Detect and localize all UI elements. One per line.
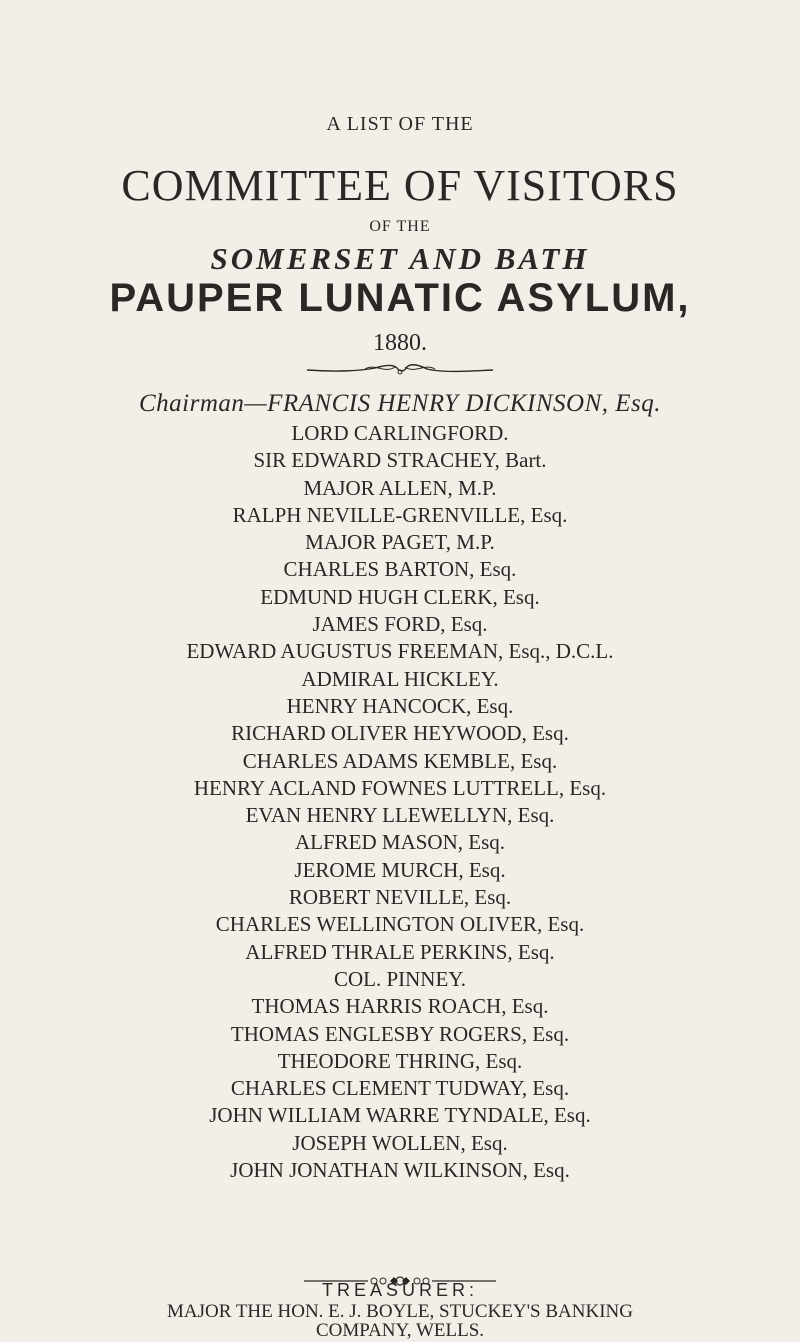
committee-member-list: [0, 420, 800, 1184]
list-item: EDMUND HUGH CLERK, Esq.: [260, 584, 540, 609]
list-item: RALPH NEVILLE-GRENVILLE, Esq.: [232, 502, 568, 527]
treasurer-line2: COMPANY, WELLS.: [315, 1320, 485, 1341]
institution-name-line1: SOMERSET AND BATH: [210, 241, 590, 276]
list-item: COL. PINNEY.: [333, 966, 467, 991]
list-item: ROBERT NEVILLE, Esq.: [288, 885, 512, 910]
ornamental-divider-top: [305, 361, 495, 377]
list-item: MAJOR ALLEN, M.P.: [303, 475, 497, 500]
list-item: HENRY ACLAND FOWNES LUTTRELL, Esq.: [193, 775, 607, 800]
list-item: CHARLES WELLINGTON OLIVER, Esq.: [215, 912, 585, 937]
list-item: ALFRED MASON, Esq.: [294, 830, 506, 855]
treasurer-line1: MAJOR THE HON. E. J. BOYLE, STUCKEY'S BANKING: [167, 1301, 633, 1322]
list-item: EVAN HENRY LLEWELLYN, Esq.: [245, 803, 555, 828]
document-title: COMMITTEE OF VISITORS: [121, 161, 679, 210]
list-item: THEODORE THRING, Esq.: [277, 1048, 523, 1073]
list-item: EDWARD AUGUSTUS FREEMAN, Esq., D.C.L.: [186, 639, 614, 664]
list-item: CHARLES ADAMS KEMBLE, Esq.: [242, 748, 558, 773]
list-item: JOSEPH WOLLEN, Esq.: [292, 1130, 508, 1155]
list-item: ALFRED THRALE PERKINS, Esq.: [245, 939, 555, 964]
list-item: THOMAS HARRIS ROACH, Esq.: [251, 994, 549, 1019]
list-item: LORD CARLINGFORD.: [291, 421, 509, 445]
list-item: SIR EDWARD STRACHEY, Bart.: [253, 448, 547, 473]
list-item: JOHN WILLIAM WARRE TYNDALE, Esq.: [209, 1103, 591, 1128]
list-item: JAMES FORD, Esq.: [312, 612, 488, 637]
list-item: CHARLES BARTON, Esq.: [283, 557, 517, 582]
list-item: RICHARD OLIVER HEYWOOD, Esq.: [231, 721, 569, 746]
list-item: CHARLES CLEMENT TUDWAY, Esq.: [230, 1076, 570, 1101]
list-item: THOMAS ENGLESBY ROGERS, Esq.: [230, 1021, 570, 1046]
list-item: JOHN JONATHAN WILKINSON, Esq.: [230, 1158, 570, 1183]
treasurer-heading: TREASURER:: [321, 1280, 478, 1300]
of-the-line: OF THE: [369, 218, 431, 235]
year: 1880.: [373, 330, 427, 356]
list-item: HENRY HANCOCK, Esq.: [286, 693, 514, 718]
chairman-line: Chairman—FRANCIS HENRY DICKINSON, Esq.: [138, 390, 662, 417]
list-item: MAJOR PAGET, M.P.: [305, 530, 495, 555]
list-item: JEROME MURCH, Esq.: [294, 857, 506, 882]
institution-name-line2: PAUPER LUNATIC ASYLUM,: [109, 276, 691, 320]
pre-title: A LIST OF THE: [326, 113, 474, 135]
list-item: ADMIRAL HICKLEY.: [301, 666, 499, 691]
